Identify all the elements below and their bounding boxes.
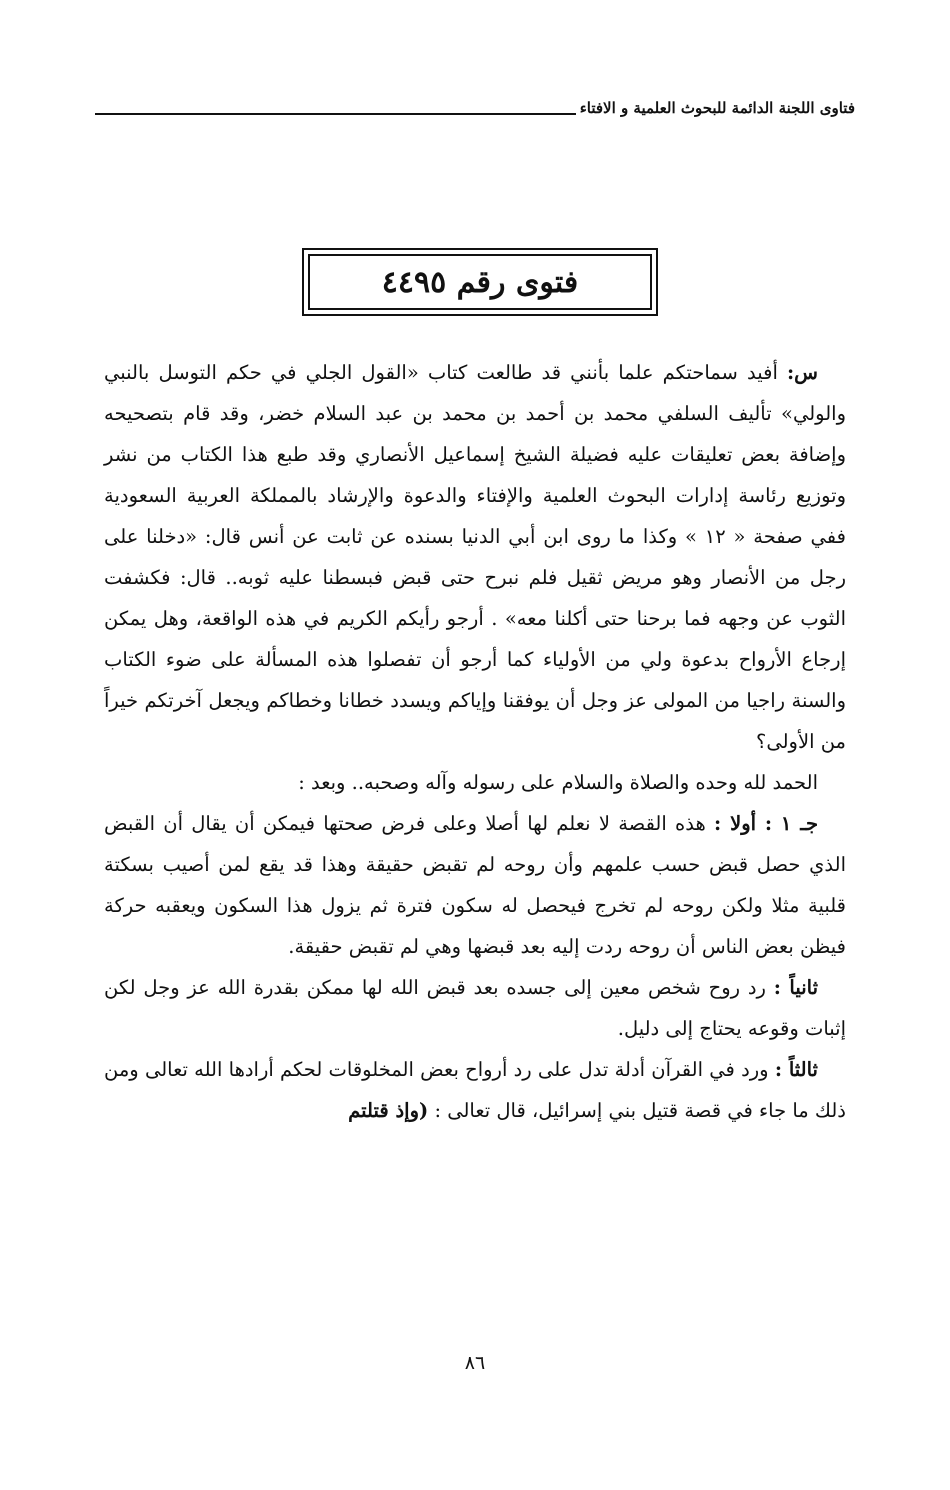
header-rule (95, 113, 576, 115)
answer-second-text: رد روح شخص معين إلى جسده بعد قبض الله لها ممكن بقدرة الله عز وجل لكن إثبات وقوعه يحتاج إلى دليل. (104, 976, 846, 1040)
running-header (95, 88, 855, 118)
answer-third-label: ثالثاً : (774, 1058, 818, 1081)
answer-first-label: جـ ١ : أولا : (714, 812, 818, 835)
answer-third-text: ورد في القرآن أدلة تدل على رد أرواح بعض المخلوقات لحكم أرادها الله تعالى ومن ذلك ما جاء في قصة قتيل بني إسرائيل، قال تعالى : (104, 1058, 846, 1122)
question-text: أفيد سماحتكم علما بأنني قد طالعت كتاب «القول الجلي في حكم التوسل بالنبي والولي» تأليف السلفي محمد بن أحمد بن محمد بن عبد السلام خضر، وقد قام بتصحيحه وإضافة بعض تعليقات عليه فضيلة الشيخ إسماعيل الأنصاري وقد طبع هذا الكتاب من نشر وتوزيع رئاسة إدارات البحوث العلمية والإفتاء والدعوة والإرشاد بالمملكة العربية السعودية ففي صفحة « ١٢ » وكذا ما روى ابن أبي الدنيا بسنده عن ثابت عن أنس قال: «دخلنا على رجل من الأنصار وهو مريض ثقيل فلم نبرح حتى قبض فبسطنا عليه ثوبه.. قال: فكشفت الثوب عن وجهه فما برحنا حتى أكلنا معه» . أرجو رأيكم الكريم في هذه الواقعة، وهل يمكن إرجاع الأرواح بدعوة ولي من الأولياء كما أرجو أن تفصلوا هذه المسألة على ضوء الكتاب والسنة راجيا من المولى عز وجل أن يوفقنا وإياكم ويسدد خطانا وخطاكم ويجعل آخرتكم خيراً من الأولى؟ (104, 361, 846, 753)
question-paragraph (104, 352, 846, 762)
answer-second-label: ثانياً : (773, 976, 819, 999)
fatwa-title-box (302, 248, 658, 316)
answer-second-paragraph (104, 967, 846, 1049)
fatwa-body (104, 352, 846, 1131)
answer-first-paragraph (104, 803, 846, 967)
running-header-title: فتاوى اللجنة الدائمة للبحوث العلمية و الافتاء (579, 99, 855, 117)
answer-first-text: هذه القصة لا نعلم لها أصلا وعلى فرض صحتها فيمكن أن يقال أن القبض الذي حصل قبض حسب علمهم وأن روحه لم تقبض حقيقة وهذا قد يقع لمن أصيب بسكتة قلبية مثلا ولكن روحه لم تخرج فيحصل له سكون فترة ثم يزول هذا السكون ويعقبه حركة فيظن بعض الناس أن روحه ردت إليه بعد قبضها وهي لم تقبض حقيقة. (104, 812, 846, 958)
page-number: ٨٦ (464, 1352, 486, 1374)
answer-third-paragraph (104, 1049, 846, 1131)
quran-quote: (وإذ قتلتم (348, 1099, 429, 1122)
answer-opening: الحمد لله وحده والصلاة والسلام على رسوله وآله وصحبه.. وبعد : (298, 771, 818, 794)
fatwa-title: فتوى رقم ٤٤٩٥ (381, 264, 579, 300)
question-label: س: (786, 361, 818, 384)
